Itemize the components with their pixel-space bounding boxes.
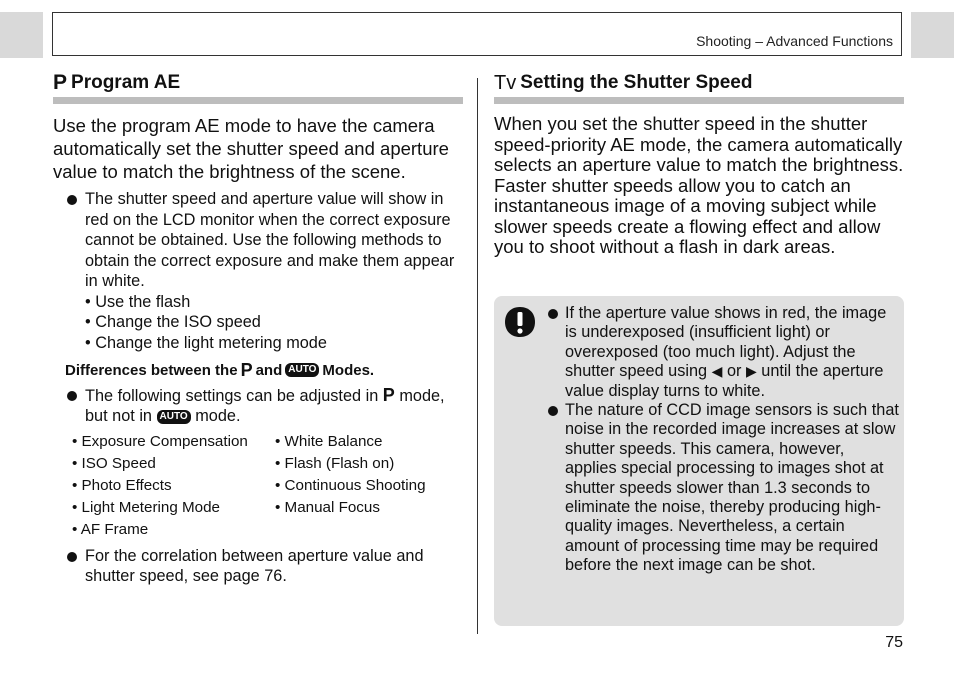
auto-mode-icon: AUTO <box>285 363 319 377</box>
p-mode-icon: P <box>53 71 68 94</box>
settings-item: • Flash (Flash on) <box>275 454 395 472</box>
page-tab-left <box>0 12 43 58</box>
settings-item: • Continuous Shooting <box>275 476 426 494</box>
shutter-speed-title <box>494 70 904 96</box>
left-arrow-icon: ◀ <box>711 363 723 380</box>
note-aperture-red <box>548 304 900 401</box>
right-arrow-icon: ▶ <box>745 363 757 380</box>
settings-item: • White Balance <box>275 432 383 450</box>
page-number: 75 <box>885 634 903 651</box>
bullet-exposure-red: The shutter speed and aperture value will show in red on the LCD monitor when the correct exposure cannot be obtained. Use the following methods to obtain the correct exposure and make them appear in white. <box>53 189 463 292</box>
header-section: Shooting – Advanced Functions <box>696 33 893 49</box>
bullet-page-reference: For the correlation between aperture value and shutter speed, see page 76. <box>53 546 463 587</box>
program-ae-title <box>53 70 463 96</box>
page-header <box>52 12 902 56</box>
p-mode-icon: P <box>382 384 395 405</box>
settings-item: • AF Frame <box>72 520 149 538</box>
shutter-speed-intro-2: Faster shutter speeds allow you to catch an instantaneous image of a moving subject while slower speeds create a flowing effect and allow you to shoot without a flash in dark areas. <box>494 174 881 257</box>
shutter-speed-intro: When you set the shutter speed in the shutter speed-priority AE mode, the camera automatically selects an aperture value to match the brightness. <box>494 113 904 175</box>
differences-heading-text: Modes. <box>322 361 375 379</box>
title-rule <box>494 97 904 104</box>
settings-list <box>72 431 463 540</box>
method-item: • Change the ISO speed <box>85 313 261 332</box>
shutter-speed-title-text: Setting the Shutter Speed <box>520 72 753 93</box>
note-text: If the aperture value shows in red, the image is underexposed (insufficient light) or overexposed (too much light). Adjust the shutter speed using <box>565 304 887 381</box>
bullet-text: mode. <box>195 407 241 426</box>
method-item: • Change the light metering mode <box>85 334 327 353</box>
method-item: • Use the flash <box>85 292 191 311</box>
shutter-speed-section <box>494 70 904 258</box>
differences-heading <box>65 360 463 381</box>
differences-heading-text: Differences between the <box>65 361 238 379</box>
settings-item: • Photo Effects <box>72 476 172 494</box>
auto-mode-icon: AUTO <box>157 410 191 424</box>
bullet-text: mode, but not in <box>85 386 445 426</box>
title-rule <box>53 97 463 104</box>
note-text: until the aperture value display turns to white. <box>565 362 884 400</box>
caution-note-body <box>548 304 900 576</box>
tv-mode-icon: Tv <box>494 72 517 94</box>
differences-heading-text: and <box>255 361 283 379</box>
note-ccd-noise: The nature of CCD image sensors is such that noise in the recorded image increases at slow shutter speeds. This camera, however, applies special processing to images shot at shutter speeds slower than 1.3 seconds to eliminate the noise, thereby producing high-quality images. Nevertheless, a certain amount of processing time may be required before the next image can be shot. <box>548 401 900 576</box>
note-text: or <box>726 362 742 381</box>
program-ae-intro: Use the program AE mode to have the camera automatically set the shutter speed and aperture value to match the brightness of the scene. <box>53 115 449 182</box>
bullet-text: The following settings can be adjusted in <box>85 386 379 405</box>
program-ae-section <box>53 70 463 587</box>
settings-item: • Light Metering Mode <box>72 498 220 516</box>
settings-item: • Exposure Compensation <box>72 432 248 450</box>
settings-item: • ISO Speed <box>72 454 156 472</box>
page-tab-right <box>911 12 954 58</box>
caution-note-box <box>494 296 904 626</box>
program-ae-title-text: Program AE <box>71 72 181 93</box>
bullet-settings-adjustable <box>53 385 463 427</box>
column-divider <box>477 78 478 634</box>
p-mode-icon: P <box>240 359 253 380</box>
caution-icon <box>504 306 536 338</box>
settings-item: • Manual Focus <box>275 498 380 516</box>
